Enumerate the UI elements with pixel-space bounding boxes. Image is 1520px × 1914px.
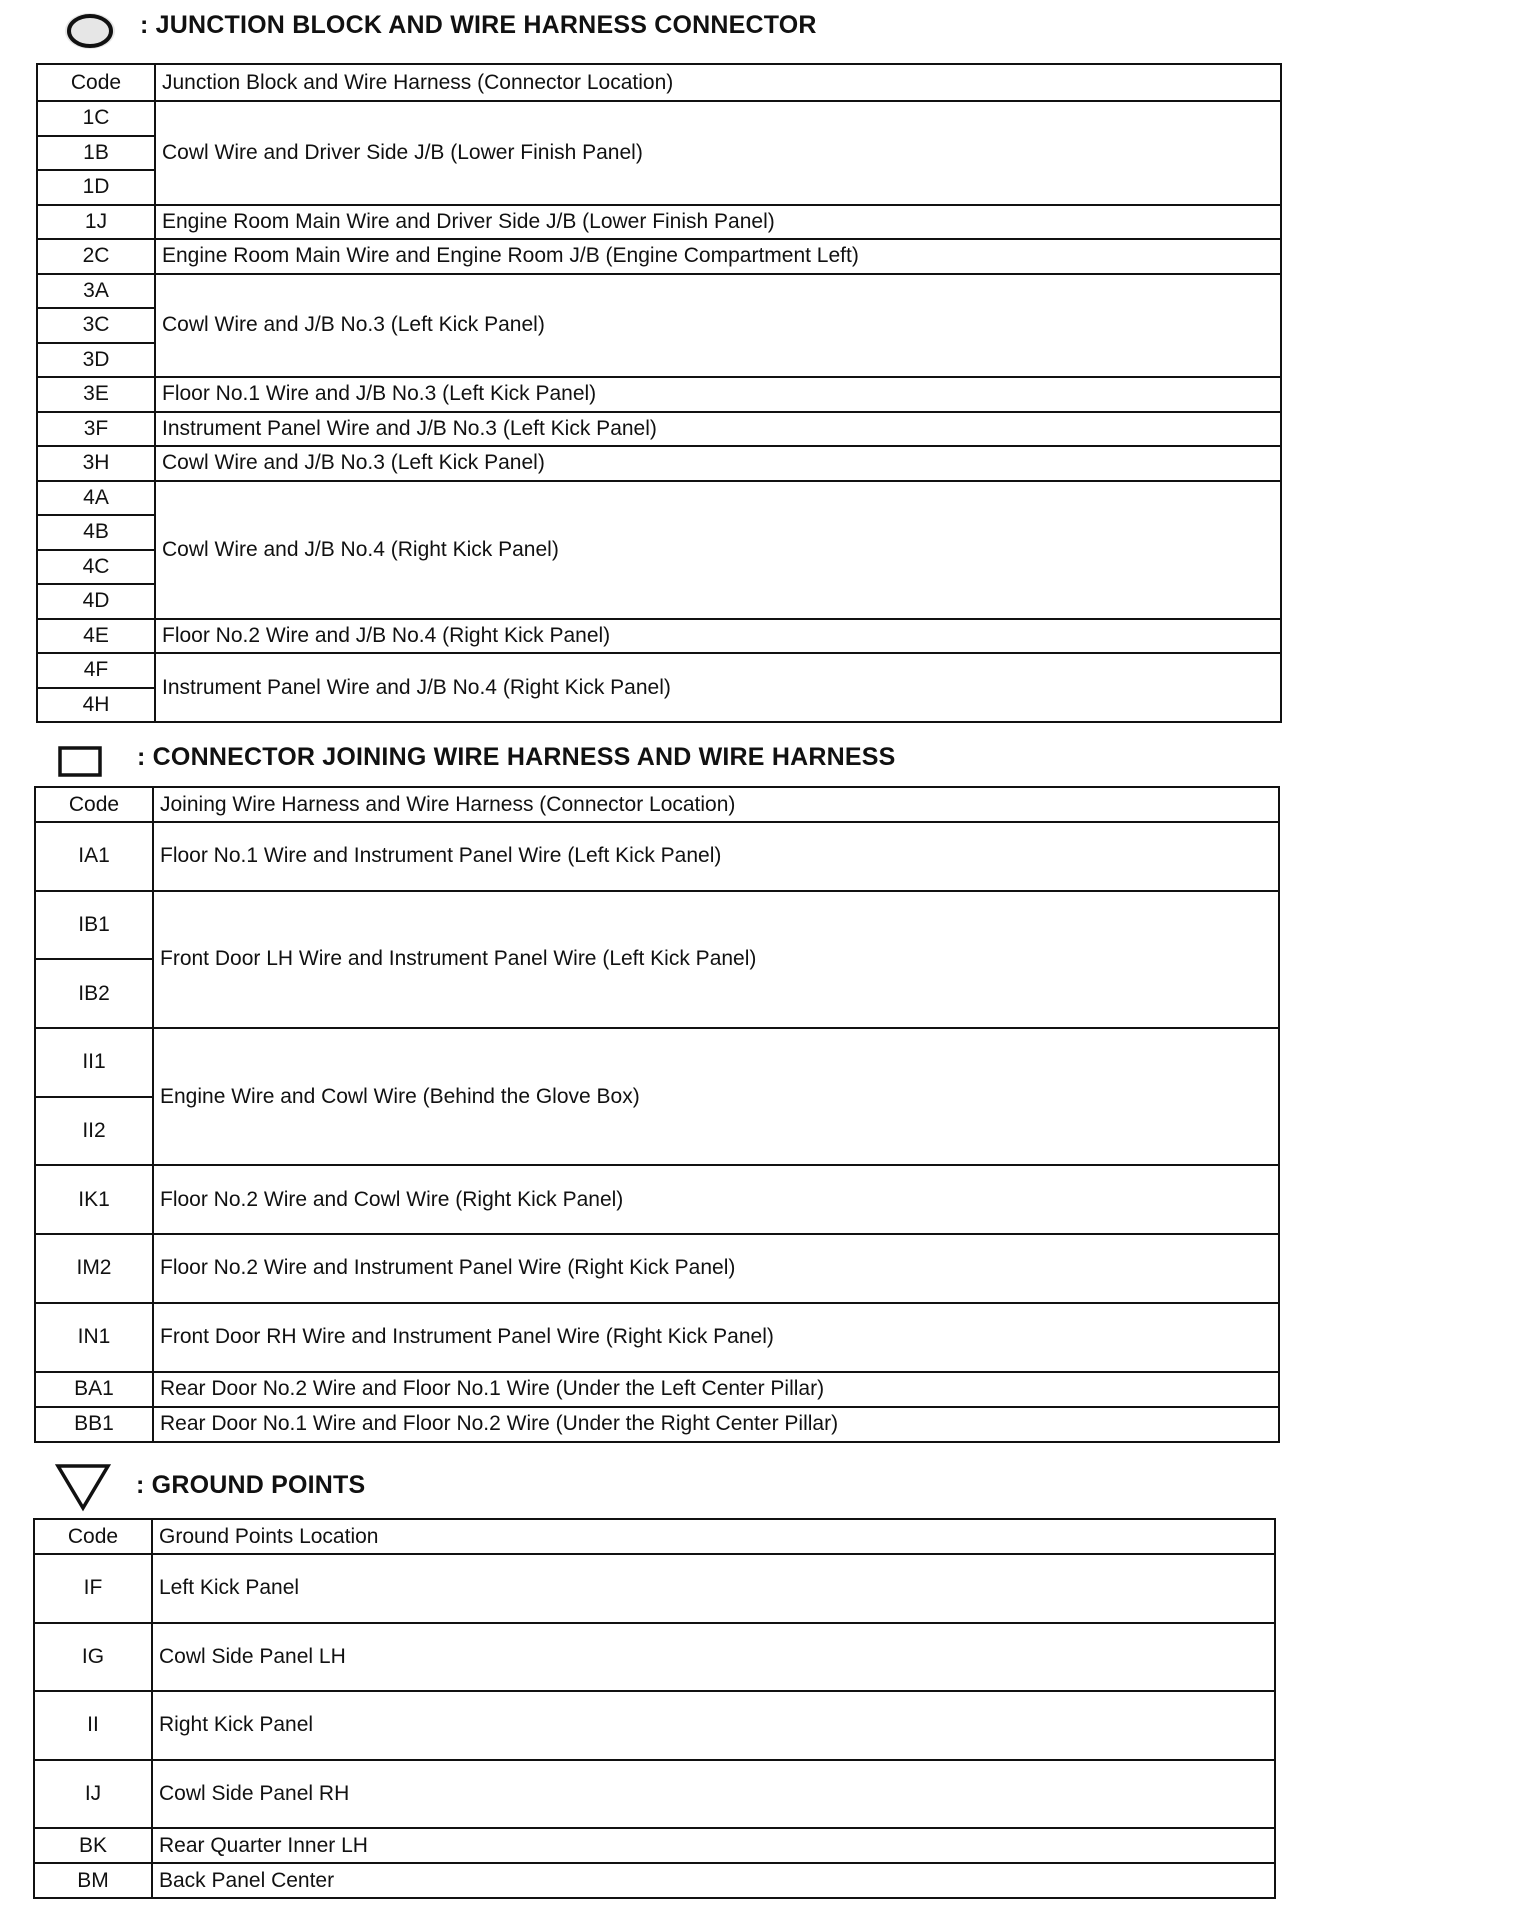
location-cell: Floor No.2 Wire and Instrument Panel Wire (Right Kick Panel) — [153, 1234, 1279, 1303]
code-cell: II — [34, 1691, 152, 1760]
code-cell: IK1 — [35, 1165, 153, 1234]
location-cell: Floor No.1 Wire and Instrument Panel Wire (Left Kick Panel) — [153, 822, 1279, 891]
table-row — [35, 1407, 1279, 1442]
code-cell: IF — [34, 1554, 152, 1623]
code-cell: 3E — [37, 377, 155, 412]
code-cell: 4B — [37, 515, 155, 550]
location-header: Joining Wire Harness and Wire Harness (Connector Location) — [153, 787, 1279, 822]
location-cell: Back Panel Center — [152, 1863, 1275, 1898]
location-cell: Instrument Panel Wire and J/B No.4 (Right Kick Panel) — [155, 653, 1281, 722]
code-cell: 3A — [37, 274, 155, 309]
location-cell: Right Kick Panel — [152, 1691, 1275, 1760]
table-row — [37, 205, 1281, 240]
code-cell: 1B — [37, 136, 155, 171]
code-cell: II2 — [35, 1097, 153, 1166]
location-header: Ground Points Location — [152, 1519, 1275, 1554]
code-header: Code — [35, 787, 153, 822]
table-row — [37, 239, 1281, 274]
code-cell: 4E — [37, 619, 155, 654]
code-cell: 4H — [37, 688, 155, 723]
code-cell: BA1 — [35, 1372, 153, 1407]
code-cell: IG — [34, 1623, 152, 1692]
code-cell: 3C — [37, 308, 155, 343]
table-row — [34, 1554, 1275, 1623]
location-header: Junction Block and Wire Harness (Connector Location) — [155, 64, 1281, 101]
code-cell: 4F — [37, 653, 155, 688]
location-cell: Cowl Wire and Driver Side J/B (Lower Finish Panel) — [155, 101, 1281, 205]
code-cell: 3D — [37, 343, 155, 378]
junction-section-header — [140, 5, 817, 45]
code-cell: 4D — [37, 584, 155, 619]
location-cell: Engine Room Main Wire and Driver Side J/B (Lower Finish Panel) — [155, 205, 1281, 240]
connector-section-header — [137, 737, 895, 777]
location-cell: Floor No.2 Wire and Cowl Wire (Right Kick Panel) — [153, 1165, 1279, 1234]
table-header-row — [34, 1519, 1275, 1554]
ground-section-header — [136, 1465, 365, 1505]
location-cell: Floor No.2 Wire and J/B No.4 (Right Kick Panel) — [155, 619, 1281, 654]
code-cell: 1C — [37, 101, 155, 136]
code-header: Code — [37, 64, 155, 101]
table-row — [35, 1303, 1279, 1372]
table-row — [35, 1234, 1279, 1303]
code-cell: IB2 — [35, 959, 153, 1028]
ground-section-title: : GROUND POINTS — [136, 1470, 366, 1499]
code-cell: IM2 — [35, 1234, 153, 1303]
code-cell: 4A — [37, 481, 155, 516]
code-cell: BB1 — [35, 1407, 153, 1442]
code-cell: IB1 — [35, 891, 153, 960]
table-row — [37, 412, 1281, 447]
connector-table — [34, 786, 1280, 1443]
location-cell: Rear Door No.2 Wire and Floor No.1 Wire (Under the Left Center Pillar) — [153, 1372, 1279, 1407]
location-cell: Cowl Side Panel LH — [152, 1623, 1275, 1692]
table-row — [37, 101, 1281, 136]
table-row — [35, 822, 1279, 891]
location-cell: Cowl Wire and J/B No.3 (Left Kick Panel) — [155, 274, 1281, 378]
triangle-down-icon — [54, 1462, 112, 1512]
location-cell: Instrument Panel Wire and J/B No.3 (Left Kick Panel) — [155, 412, 1281, 447]
table-row — [37, 653, 1281, 688]
table-row — [34, 1863, 1275, 1898]
table-row — [35, 1028, 1279, 1097]
code-cell: 1J — [37, 205, 155, 240]
location-cell: Engine Room Main Wire and Engine Room J/B (Engine Compartment Left) — [155, 239, 1281, 274]
code-cell: 2C — [37, 239, 155, 274]
location-cell: Rear Quarter Inner LH — [152, 1828, 1275, 1863]
location-cell: Engine Wire and Cowl Wire (Behind the Glove Box) — [153, 1028, 1279, 1165]
junction-table — [36, 63, 1282, 723]
rectangle-icon — [58, 746, 104, 778]
location-cell: Front Door RH Wire and Instrument Panel Wire (Right Kick Panel) — [153, 1303, 1279, 1372]
location-cell: Rear Door No.1 Wire and Floor No.2 Wire (Under the Right Center Pillar) — [153, 1407, 1279, 1442]
table-row — [34, 1828, 1275, 1863]
code-header: Code — [34, 1519, 152, 1554]
junction-section-title: : JUNCTION BLOCK AND WIRE HARNESS CONNECTOR — [140, 10, 817, 39]
ground-table — [33, 1518, 1276, 1899]
code-cell: 3F — [37, 412, 155, 447]
oval-icon — [62, 10, 118, 52]
code-cell: 1D — [37, 170, 155, 205]
code-cell: IJ — [34, 1760, 152, 1829]
code-cell: 3H — [37, 446, 155, 481]
location-cell: Cowl Wire and J/B No.3 (Left Kick Panel) — [155, 446, 1281, 481]
table-header-row — [37, 64, 1281, 101]
table-row — [35, 1372, 1279, 1407]
code-cell: II1 — [35, 1028, 153, 1097]
table-row — [37, 377, 1281, 412]
code-cell: IA1 — [35, 822, 153, 891]
location-cell: Front Door LH Wire and Instrument Panel Wire (Left Kick Panel) — [153, 891, 1279, 1028]
table-row — [34, 1691, 1275, 1760]
location-cell: Floor No.1 Wire and J/B No.3 (Left Kick Panel) — [155, 377, 1281, 412]
table-row — [35, 891, 1279, 960]
code-cell: BM — [34, 1863, 152, 1898]
connector-section-title: : CONNECTOR JOINING WIRE HARNESS AND WIRE HARNESS — [137, 742, 896, 771]
code-cell: 4C — [37, 550, 155, 585]
table-row — [37, 446, 1281, 481]
code-cell: IN1 — [35, 1303, 153, 1372]
table-header-row — [35, 787, 1279, 822]
location-cell: Cowl Side Panel RH — [152, 1760, 1275, 1829]
location-cell: Cowl Wire and J/B No.4 (Right Kick Panel) — [155, 481, 1281, 619]
table-row — [37, 274, 1281, 309]
table-row — [37, 619, 1281, 654]
table-row — [34, 1760, 1275, 1829]
table-row — [35, 1165, 1279, 1234]
table-row — [34, 1623, 1275, 1692]
code-cell: BK — [34, 1828, 152, 1863]
location-cell: Left Kick Panel — [152, 1554, 1275, 1623]
table-row — [37, 481, 1281, 516]
